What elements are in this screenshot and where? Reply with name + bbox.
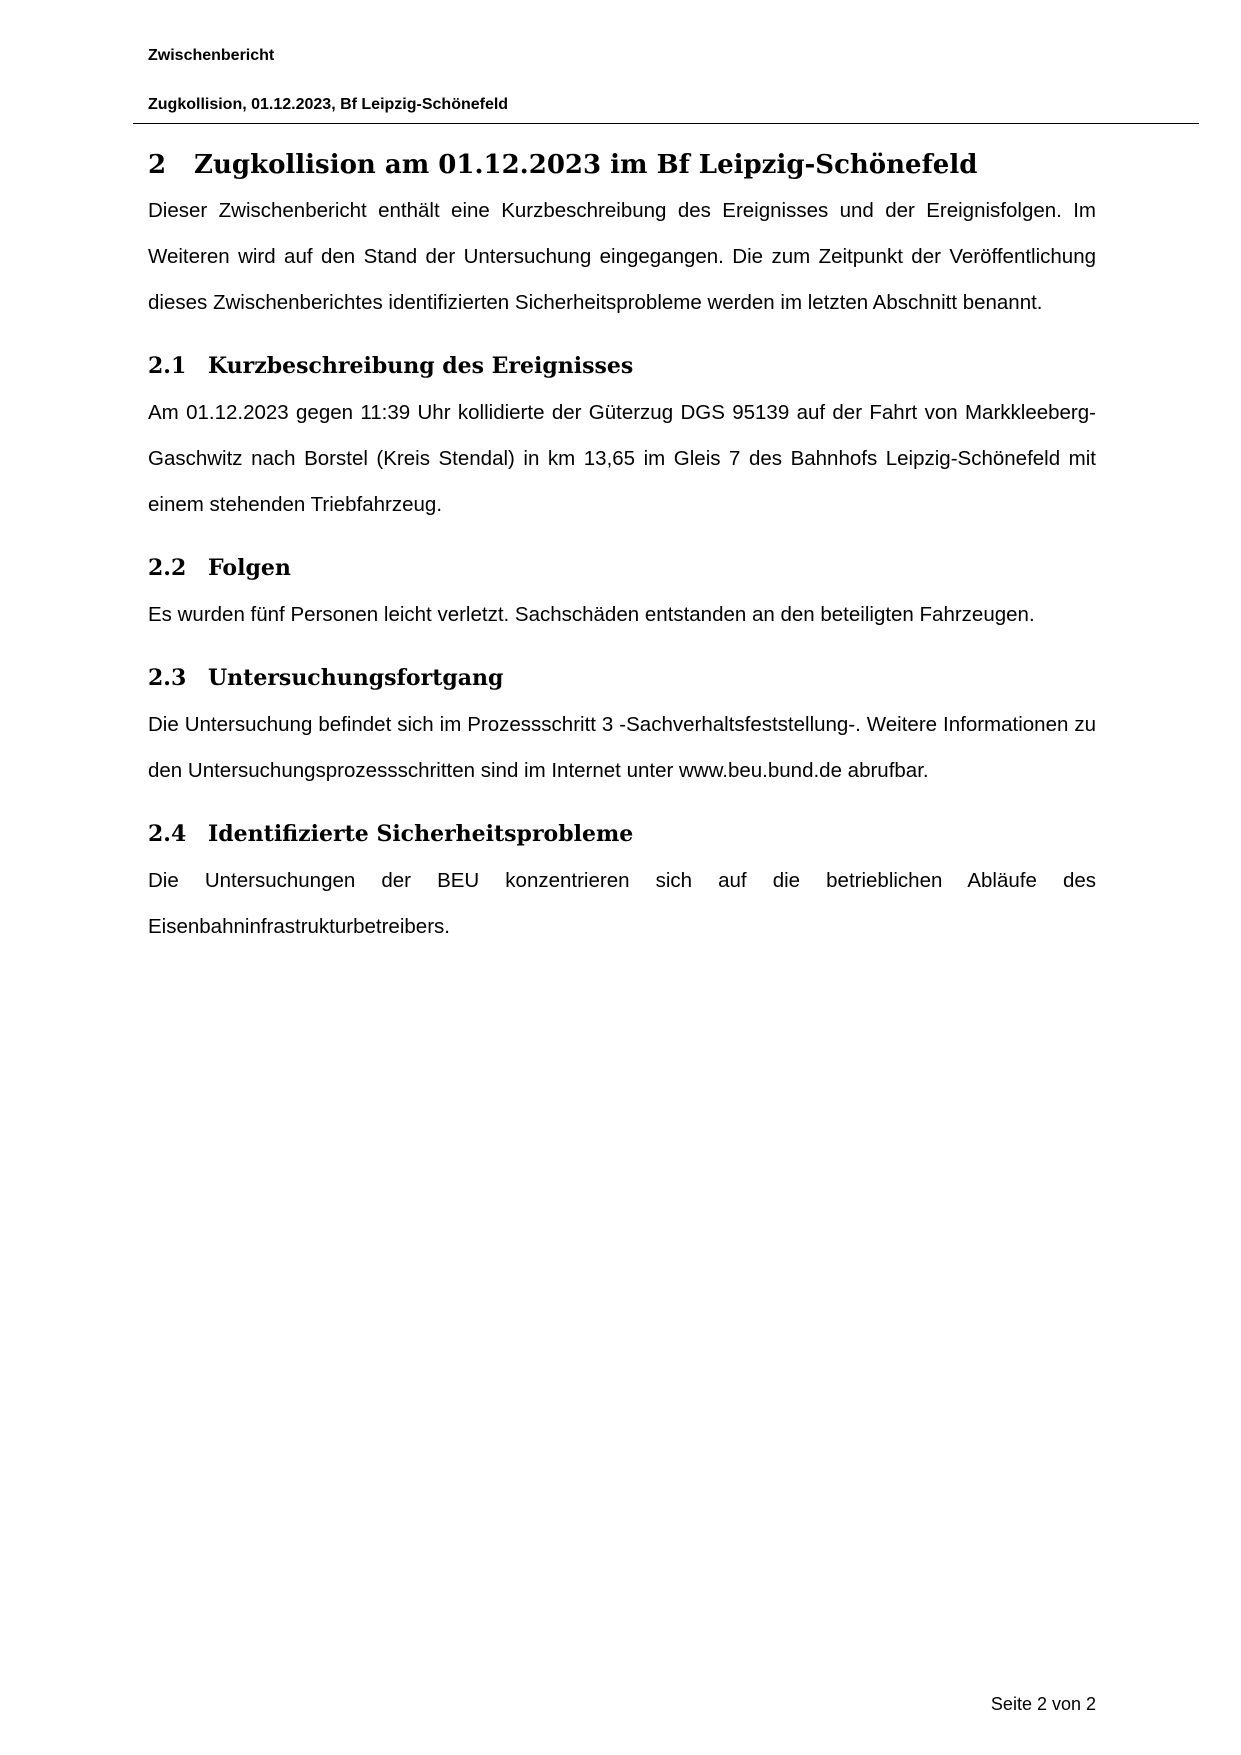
section-number: 2 bbox=[148, 150, 167, 180]
subsection-number: 2.2 bbox=[148, 555, 187, 581]
subsection-title: Identifizierte Sicherheitsprobleme bbox=[208, 821, 634, 847]
subsection-text-2-4: Die Untersuchungen der BEU konzentrieren sich auf die betrieblichen Abläufe des Eisenbahninfrastrukturbetreibers. bbox=[148, 869, 1096, 938]
subsection-heading-2-3 bbox=[148, 662, 1096, 694]
section-intro: Dieser Zwischenbericht enthält eine Kurzbeschreibung des Ereignisses und der Ereignisfolgen. Im Weiteren wird auf den Stand der Untersuchung eingegangen. Die zum Zeitpunkt der Veröffentlichung dieses Zwischenberichtes identifizierten Sicherheitsprobleme werden im letzten Abschnitt benannt. bbox=[148, 199, 1096, 314]
subsection-number: 2.1 bbox=[148, 353, 187, 379]
subsection-title: Untersuchungsfortgang bbox=[208, 665, 504, 691]
section-title: Zugkollision am 01.12.2023 im Bf Leipzig-Schönefeld bbox=[194, 150, 978, 180]
page-header bbox=[148, 46, 1199, 118]
main-content bbox=[148, 146, 1096, 950]
subsection-number: 2.4 bbox=[148, 821, 187, 847]
header-divider bbox=[133, 123, 1199, 124]
subsection-heading-2-1 bbox=[148, 350, 1096, 382]
subsection-text-2-3: Die Untersuchung befindet sich im Prozessschritt 3 -Sachverhaltsfeststellung-. Weitere Informationen zu den Untersuchungsprozessschritten sind im Internet unter www.beu.bund.de abrufbar. bbox=[148, 713, 1096, 782]
subsection-heading-2-2 bbox=[148, 552, 1096, 584]
subsection-number: 2.3 bbox=[148, 665, 187, 691]
section-heading bbox=[148, 146, 1096, 184]
subsection-heading-2-4 bbox=[148, 818, 1096, 850]
subsection-title: Folgen bbox=[208, 555, 291, 581]
subsection-text-2-2: Es wurden fünf Personen leicht verletzt. Sachschäden entstanden an den beteiligten Fahrzeugen. bbox=[148, 603, 1035, 626]
header-title: Zwischenbericht bbox=[148, 47, 275, 64]
subsection-text-2-1: Am 01.12.2023 gegen 11:39 Uhr kollidierte der Güterzug DGS 95139 auf der Fahrt von Markkleeberg-Gaschwitz nach Borstel (Kreis Stendal) in km 13,65 im Gleis 7 des Bahnhofs Leipzig-Schönefeld mit einem stehenden Triebfahrzeug. bbox=[148, 401, 1096, 516]
subsection-title: Kurzbeschreibung des Ereignisses bbox=[208, 353, 634, 379]
page-number: Seite 2 von 2 bbox=[990, 1694, 1096, 1714]
header-subtitle: Zugkollision, 01.12.2023, Bf Leipzig-Schönefeld bbox=[148, 96, 509, 113]
